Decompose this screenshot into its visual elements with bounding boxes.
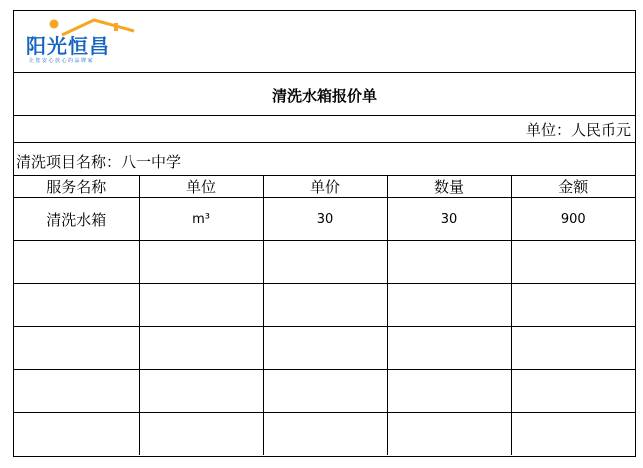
logo-row bbox=[14, 11, 635, 73]
cell-service-name: 清洗水箱 bbox=[14, 198, 139, 241]
empty-row bbox=[14, 370, 635, 413]
header-unit-price: 单价 bbox=[263, 176, 387, 198]
empty-cell bbox=[139, 241, 263, 284]
logo-slogan: 让您安心放心的品牌家 bbox=[29, 58, 95, 64]
empty-cell bbox=[263, 413, 387, 456]
document-title: 清洗水箱报价单 bbox=[271, 87, 377, 105]
empty-cell bbox=[263, 241, 387, 284]
company-logo bbox=[26, 17, 136, 65]
empty-cell bbox=[263, 327, 387, 370]
empty-cell bbox=[14, 327, 139, 370]
header-quantity: 数量 bbox=[387, 176, 511, 198]
header-service-name: 服务名称 bbox=[14, 176, 139, 198]
empty-cell bbox=[139, 284, 263, 327]
empty-cell bbox=[139, 370, 263, 413]
empty-cell bbox=[263, 370, 387, 413]
empty-cell bbox=[14, 284, 139, 327]
title-row bbox=[14, 73, 635, 116]
empty-cell bbox=[511, 370, 635, 413]
quotation-sheet bbox=[13, 10, 636, 457]
quotation-table bbox=[14, 176, 635, 455]
cell-amount: 900 bbox=[511, 198, 635, 241]
header-amount: 金额 bbox=[511, 176, 635, 198]
cell-unit: m³ bbox=[139, 198, 263, 241]
empty-cell bbox=[387, 284, 511, 327]
empty-cell bbox=[139, 327, 263, 370]
cell-unit-price: 30 bbox=[263, 198, 387, 241]
empty-cell bbox=[387, 241, 511, 284]
empty-cell bbox=[139, 413, 263, 456]
header-unit: 单位 bbox=[139, 176, 263, 198]
empty-row bbox=[14, 327, 635, 370]
currency-unit-note: 单位：人民币元 bbox=[525, 121, 631, 139]
empty-row bbox=[14, 241, 635, 284]
logo-brand-text: 阳光恒昌 bbox=[26, 34, 110, 58]
empty-cell bbox=[263, 284, 387, 327]
empty-cell bbox=[511, 413, 635, 456]
empty-cell bbox=[511, 327, 635, 370]
empty-row bbox=[14, 284, 635, 327]
project-name-row bbox=[14, 143, 635, 176]
cell-quantity: 30 bbox=[387, 198, 511, 241]
empty-cell bbox=[511, 241, 635, 284]
project-name: 清洗项目名称：八一中学 bbox=[16, 153, 182, 171]
currency-unit-row bbox=[14, 116, 635, 143]
empty-row bbox=[14, 413, 635, 456]
empty-cell bbox=[14, 413, 139, 456]
empty-cell bbox=[511, 284, 635, 327]
empty-cell bbox=[14, 370, 139, 413]
empty-cell bbox=[387, 327, 511, 370]
table-row bbox=[14, 198, 635, 241]
table-header-row bbox=[14, 176, 635, 198]
empty-cell bbox=[14, 241, 139, 284]
empty-cell bbox=[387, 370, 511, 413]
empty-cell bbox=[387, 413, 511, 456]
